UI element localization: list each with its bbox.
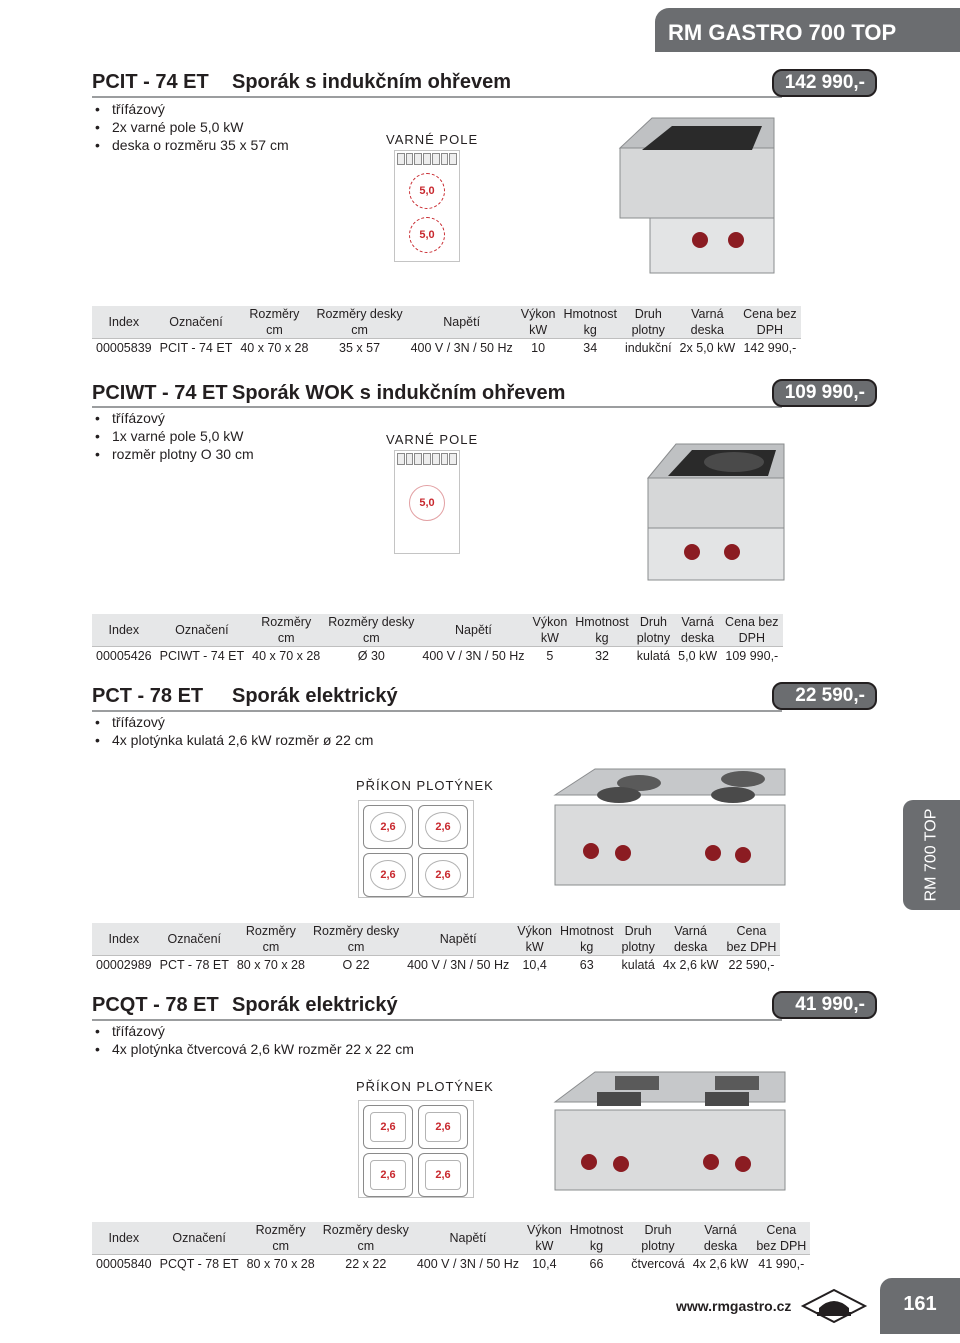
col-cena: Cena bez DPH <box>756 1223 807 1253</box>
cell: 5,0 kW <box>674 647 721 664</box>
col-rozmery: Rozměry cm <box>255 1223 306 1253</box>
table-row <box>92 956 780 973</box>
col-vykon: Výkon kW <box>532 615 568 645</box>
cell: 400 V / 3N / 50 Hz <box>403 956 513 973</box>
hot-plate <box>363 1153 413 1197</box>
cell: 00005426 <box>92 647 156 664</box>
table-row <box>92 647 783 664</box>
cell: indukční <box>621 339 676 356</box>
product-name: Sporák WOK s indukčním ohřevem <box>232 382 566 404</box>
cell: 4x 2,6 kW <box>689 1255 753 1272</box>
table-row <box>92 1255 810 1272</box>
cell: 22 590,- <box>722 956 780 973</box>
cell: kulatá <box>633 647 674 664</box>
footer-url[interactable]: www.rmgastro.cz <box>676 1298 792 1314</box>
product-image <box>640 430 790 590</box>
hot-plate <box>418 805 468 849</box>
cell: 35 x 57 <box>312 339 406 356</box>
hot-plate <box>418 1105 468 1149</box>
cell: 32 <box>571 647 633 664</box>
col-cena: Cena bez DPH <box>743 307 797 337</box>
col-druh: Druh plotny <box>631 307 665 337</box>
col-oznaceni: Označení <box>167 932 221 946</box>
panel-label: PŘÍKON PLOTÝNEK <box>356 778 494 793</box>
hot-plate <box>418 1153 468 1197</box>
col-varna: Varná deska <box>703 1223 738 1253</box>
title-rule <box>92 96 782 98</box>
col-index: Index <box>108 1231 140 1245</box>
feature-list <box>92 1022 414 1058</box>
col-rozmery: Rozměry cm <box>245 924 296 954</box>
cell: PCQT - 78 ET <box>156 1255 243 1272</box>
col-rozmery-desky: Rozměry desky cm <box>316 307 403 337</box>
col-napeti: Napětí <box>443 315 481 329</box>
cell: 00005840 <box>92 1255 156 1272</box>
feature-item: • třífázový <box>92 713 373 731</box>
feature-item: • třífázový <box>92 1022 414 1040</box>
col-oznaceni: Označení <box>172 1231 226 1245</box>
cell: PCIWT - 74 ET <box>156 647 249 664</box>
cell: kulatá <box>618 956 659 973</box>
cell: 10,4 <box>523 1255 566 1272</box>
hot-plate <box>418 853 468 897</box>
page-number: 161 <box>903 1293 937 1315</box>
cell: 400 V / 3N / 50 Hz <box>413 1255 523 1272</box>
product-image <box>545 1068 795 1198</box>
cell: 63 <box>556 956 618 973</box>
price-badge: 41 990,- <box>772 991 877 1019</box>
product-code: PCIT - 74 ET <box>92 71 209 93</box>
product-name: Sporák s indukčním ohřevem <box>232 71 511 93</box>
col-varna: Varná deska <box>673 924 708 954</box>
cooking-zone: 5,0 <box>409 173 445 209</box>
col-rozmery-desky: Rozměry desky cm <box>322 1223 409 1253</box>
col-varna: Varná deska <box>690 307 725 337</box>
cell: 400 V / 3N / 50 Hz <box>407 339 517 356</box>
plate-power: 2,6 <box>425 1112 461 1142</box>
cell: 4x 2,6 kW <box>659 956 723 973</box>
col-hmotnost: Hmotnost kg <box>575 615 629 645</box>
panel-label: PŘÍKON PLOTÝNEK <box>356 1079 494 1094</box>
hot-plate <box>363 853 413 897</box>
product-image <box>545 765 795 895</box>
price-badge: 22 590,- <box>772 682 877 710</box>
feature-list <box>92 713 373 749</box>
cell: Ø 30 <box>324 647 418 664</box>
plate-power: 2,6 <box>425 1160 461 1190</box>
feature-list <box>92 100 289 154</box>
product-code: PCIWT - 74 ET <box>92 382 228 404</box>
cell: čtvercová <box>627 1255 689 1272</box>
cell: 41 990,- <box>752 1255 810 1272</box>
cell: 400 V / 3N / 50 Hz <box>418 647 528 664</box>
price-badge: 109 990,- <box>772 379 877 407</box>
table-row <box>92 339 801 356</box>
col-rozmery-desky: Rozměry desky cm <box>328 615 415 645</box>
col-index: Index <box>108 932 140 946</box>
panel-label: VARNÉ POLE <box>386 432 479 447</box>
plate-power: 2,6 <box>425 860 461 890</box>
col-vykon: Výkon kW <box>517 924 552 954</box>
cooking-zone: 5,0 <box>409 485 445 521</box>
col-index: Index <box>108 623 140 637</box>
title-rule <box>92 406 782 408</box>
cell: PCT - 78 ET <box>156 956 233 973</box>
col-vykon: Výkon kW <box>520 307 556 337</box>
col-vykon: Výkon kW <box>526 1223 562 1253</box>
series-title: RM GASTRO 700 TOP <box>668 20 897 45</box>
spec-table <box>92 306 801 355</box>
col-napeti: Napětí <box>449 1231 487 1245</box>
title-rule <box>92 1019 782 1021</box>
cell: 80 x 70 x 28 <box>233 956 309 973</box>
spec-table <box>92 614 783 663</box>
cell: O 22 <box>309 956 403 973</box>
feature-item: • 4x plotýnka kulatá 2,6 kW rozměr ø 22 cm <box>92 731 373 749</box>
plate-power: 2,6 <box>370 860 406 890</box>
feature-item: • rozměr plotny O 30 cm <box>92 445 254 463</box>
cell: 00002989 <box>92 956 156 973</box>
product-code: PCT - 78 ET <box>92 685 204 707</box>
cell: 22 x 22 <box>319 1255 413 1272</box>
cell: 10,4 <box>513 956 556 973</box>
side-tab-label: RM 700 TOP <box>922 808 940 902</box>
hob-diagram <box>358 1100 474 1198</box>
product-name: Sporák elektrický <box>232 685 398 707</box>
cell: 00005839 <box>92 339 156 356</box>
brand-logo-icon <box>799 1288 869 1324</box>
col-druh: Druh plotny <box>636 615 671 645</box>
col-druh: Druh plotny <box>621 924 655 954</box>
cell: 34 <box>559 339 621 356</box>
title-rule <box>92 710 782 712</box>
hob-diagram <box>394 450 460 554</box>
feature-item: • třífázový <box>92 100 289 118</box>
col-rozmery: Rozměry cm <box>249 307 300 337</box>
cell: 5 <box>529 647 572 664</box>
hot-plate <box>363 1105 413 1149</box>
col-oznaceni: Označení <box>175 623 229 637</box>
cell: 2x 5,0 kW <box>676 339 740 356</box>
col-rozmery: Rozměry cm <box>261 615 312 645</box>
cell: 40 x 70 x 28 <box>248 647 324 664</box>
cell: PCIT - 74 ET <box>156 339 237 356</box>
product-code: PCQT - 78 ET <box>92 994 219 1016</box>
hot-plate <box>363 805 413 849</box>
spec-table <box>92 1222 810 1271</box>
cell: 142 990,- <box>739 339 801 356</box>
product-name: Sporák elektrický <box>232 994 398 1016</box>
col-index: Index <box>108 315 140 329</box>
col-varna: Varná deska <box>680 615 715 645</box>
hob-diagram <box>394 150 460 262</box>
feature-item: • 4x plotýnka čtvercová 2,6 kW rozměr 22 x 22 cm <box>92 1040 414 1058</box>
price-badge: 142 990,- <box>772 69 877 97</box>
plate-power: 2,6 <box>370 1112 406 1142</box>
feature-item: • 1x varné pole 5,0 kW <box>92 427 254 445</box>
plate-power: 2,6 <box>370 1160 406 1190</box>
panel-label: VARNÉ POLE <box>386 132 479 147</box>
col-cena: Cena bez DPH <box>725 615 779 645</box>
col-hmotnost: Hmotnost kg <box>569 1223 624 1253</box>
col-hmotnost: Hmotnost kg <box>563 307 617 337</box>
feature-item: • 2x varné pole 5,0 kW <box>92 118 289 136</box>
cell: 40 x 70 x 28 <box>236 339 312 356</box>
col-cena: Cena bez DPH <box>726 924 777 954</box>
col-oznaceni: Označení <box>169 315 223 329</box>
plate-power: 2,6 <box>425 812 461 842</box>
col-rozmery-desky: Rozměry desky cm <box>312 924 400 954</box>
col-napeti: Napětí <box>439 932 477 946</box>
cell: 66 <box>566 1255 628 1272</box>
cell: 80 x 70 x 28 <box>243 1255 319 1272</box>
feature-list <box>92 409 254 463</box>
cooking-zone: 5,0 <box>409 217 445 253</box>
feature-item: • třífázový <box>92 409 254 427</box>
product-image <box>612 110 782 280</box>
spec-table <box>92 923 780 972</box>
cell: 10 <box>517 339 560 356</box>
cell: 109 990,- <box>721 647 783 664</box>
col-hmotnost: Hmotnost kg <box>560 924 614 954</box>
feature-item: • deska o rozměru 35 x 57 cm <box>92 136 289 154</box>
control-dials <box>397 153 457 165</box>
plate-power: 2,6 <box>370 812 406 842</box>
hob-diagram <box>358 800 474 898</box>
control-dials <box>397 453 457 465</box>
col-napeti: Napětí <box>455 623 492 637</box>
col-druh: Druh plotny <box>641 1223 675 1253</box>
